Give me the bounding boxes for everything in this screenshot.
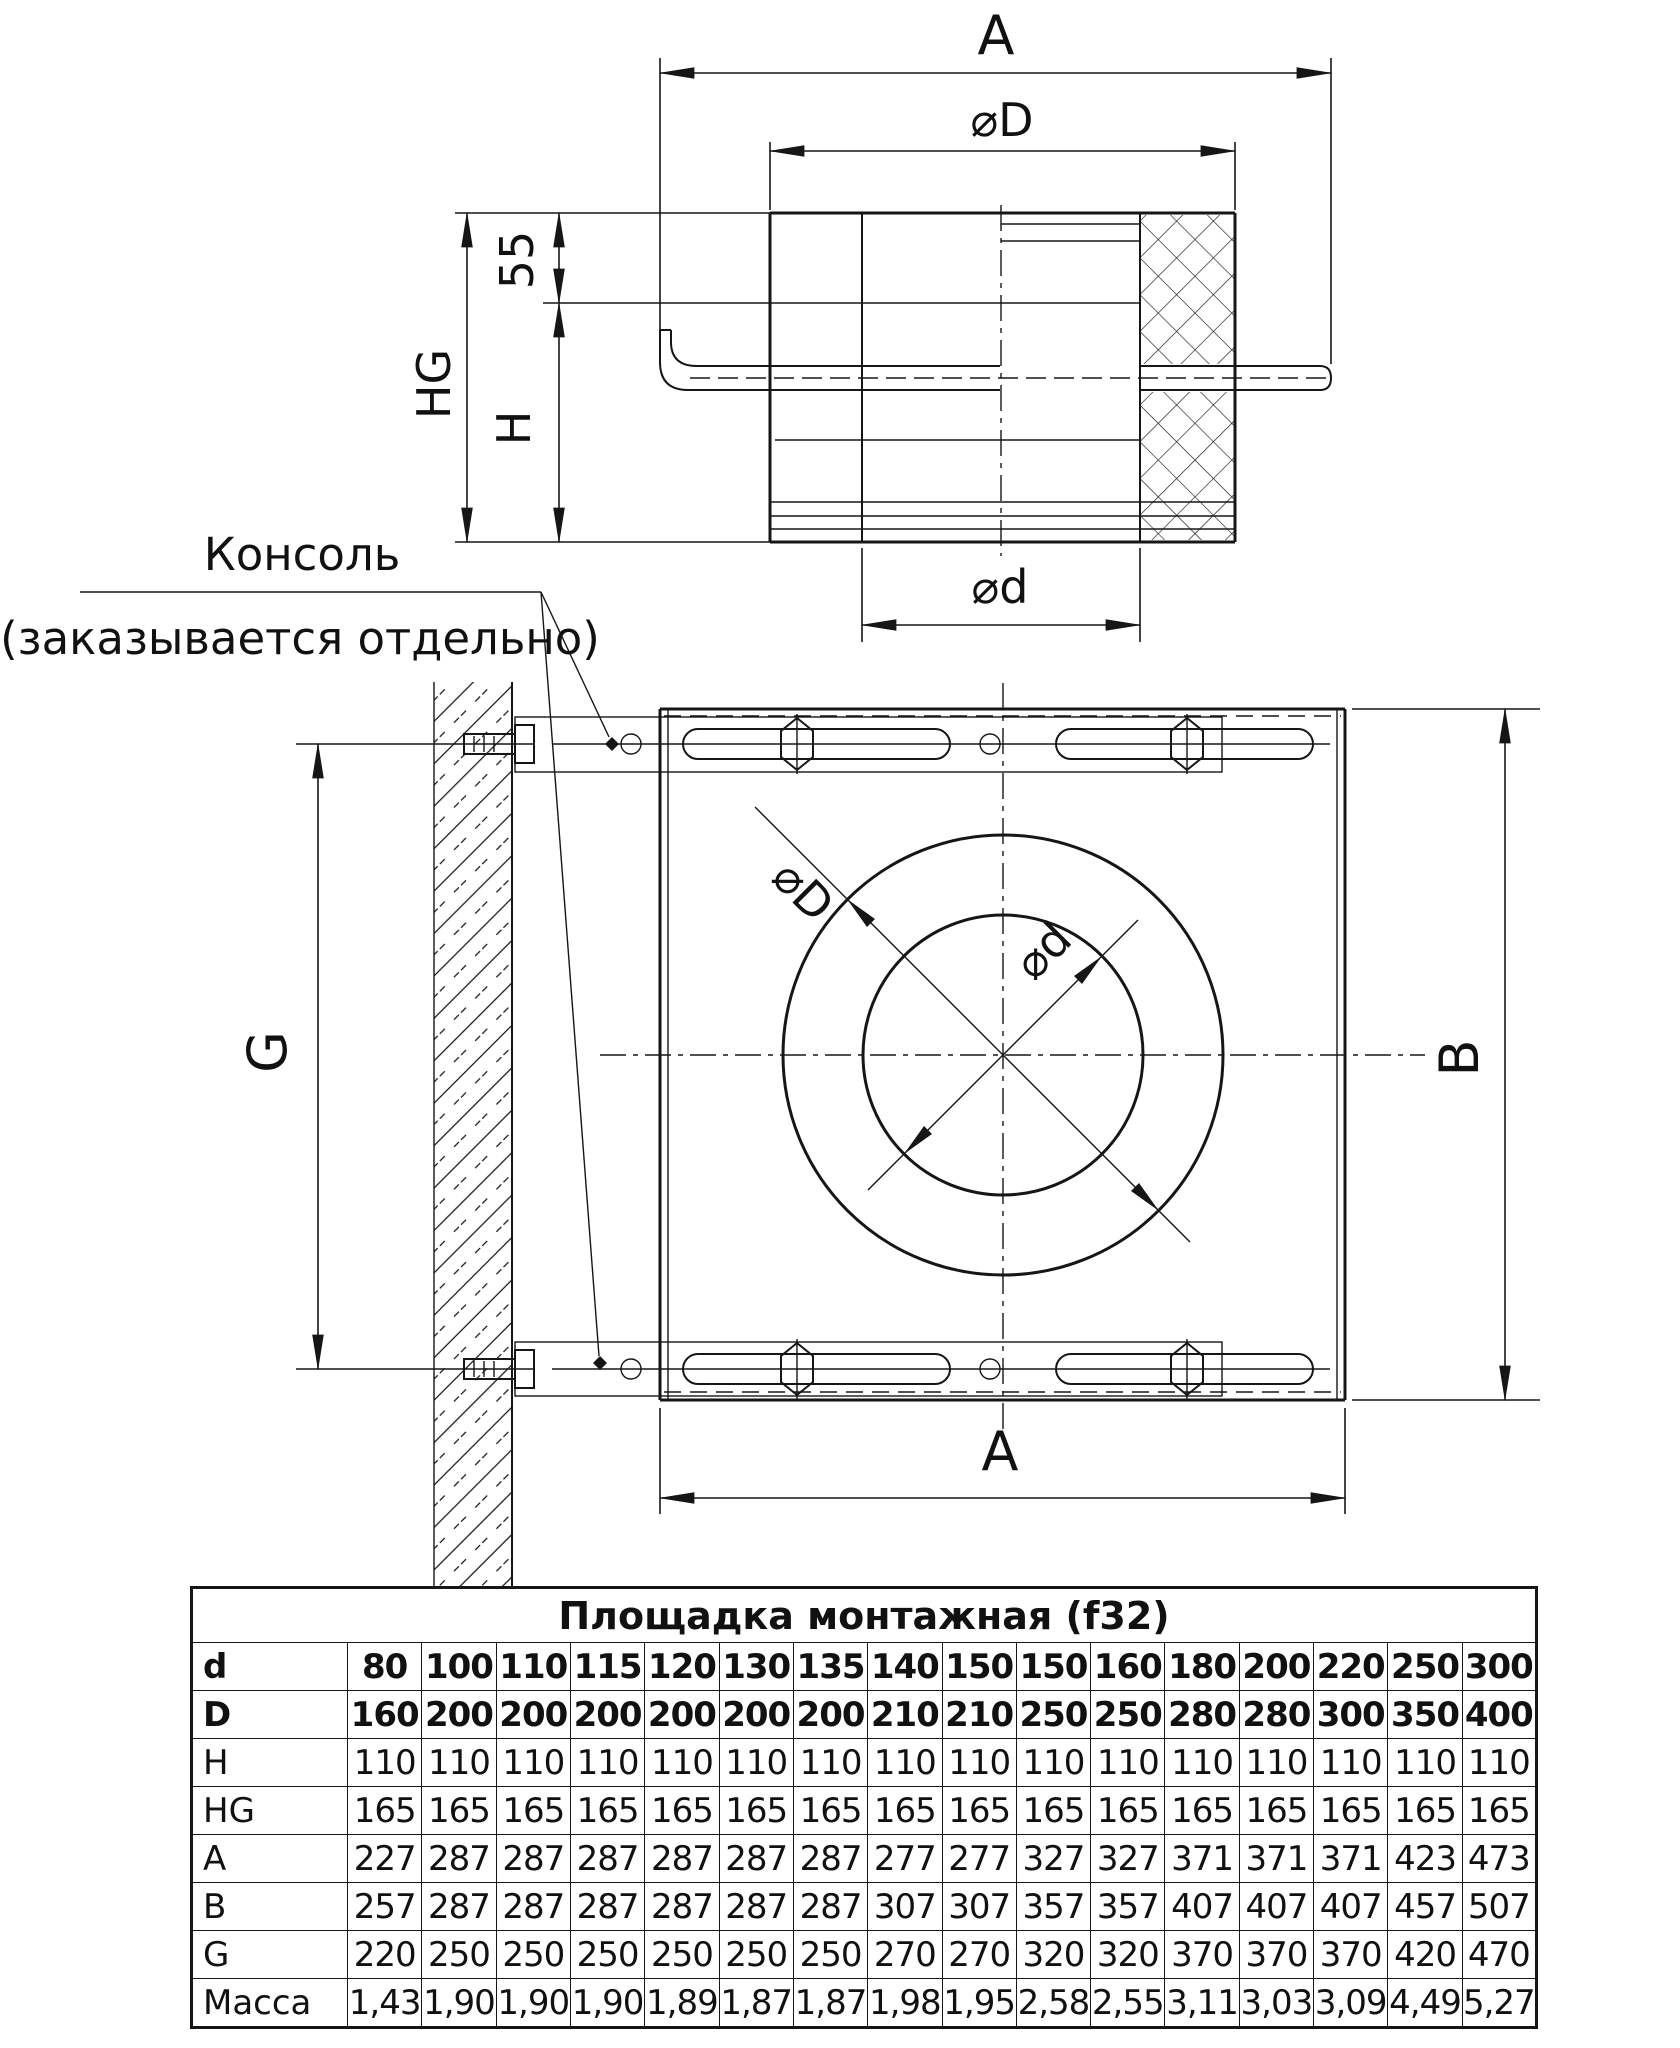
table-cell: 110 bbox=[942, 1739, 1016, 1787]
table-cell: 110 bbox=[1165, 1739, 1239, 1787]
table-cell: 80 bbox=[348, 1643, 422, 1691]
table-cell: 370 bbox=[1314, 1931, 1388, 1979]
table-cell: 3,03 bbox=[1239, 1979, 1313, 2028]
table-cell: 165 bbox=[1165, 1787, 1239, 1835]
table-cell: 371 bbox=[1239, 1835, 1313, 1883]
table-cell: 110 bbox=[793, 1739, 867, 1787]
console-note-line2: (заказывается отдельно) bbox=[0, 612, 600, 665]
dim-label-h: H bbox=[487, 410, 541, 446]
table-row-H bbox=[192, 1739, 1537, 1787]
table-cell: 250 bbox=[719, 1931, 793, 1979]
table-cell: 287 bbox=[422, 1883, 496, 1931]
table-cell: 473 bbox=[1462, 1835, 1536, 1883]
table-cell: 327 bbox=[1091, 1835, 1165, 1883]
table-cell: 287 bbox=[570, 1883, 644, 1931]
table-cell: 150 bbox=[942, 1643, 1016, 1691]
table-cell: 165 bbox=[348, 1787, 422, 1835]
table-cell: 300 bbox=[1462, 1643, 1536, 1691]
table-cell: 165 bbox=[1091, 1787, 1165, 1835]
table-cell: 371 bbox=[1165, 1835, 1239, 1883]
console-bracket-bottom bbox=[464, 1339, 1330, 1399]
table-cell: 160 bbox=[1091, 1643, 1165, 1691]
row-label: G bbox=[192, 1931, 348, 1979]
table-cell: 1,90 bbox=[570, 1979, 644, 2028]
table-cell: 250 bbox=[496, 1931, 570, 1979]
dim-label-g: G bbox=[236, 1031, 299, 1073]
table-cell: 327 bbox=[1016, 1835, 1090, 1883]
table-cell: 270 bbox=[942, 1931, 1016, 1979]
table-cell: 200 bbox=[719, 1691, 793, 1739]
table-cell: 287 bbox=[793, 1835, 867, 1883]
table-cell: 1,90 bbox=[422, 1979, 496, 2028]
table-cell: 287 bbox=[719, 1835, 793, 1883]
table-cell: 110 bbox=[719, 1739, 793, 1787]
table-cell: 407 bbox=[1239, 1883, 1313, 1931]
dim-label-55: 55 bbox=[490, 230, 544, 290]
table-cell: 457 bbox=[1388, 1883, 1462, 1931]
table-cell: 270 bbox=[868, 1931, 942, 1979]
table-cell: 287 bbox=[422, 1835, 496, 1883]
table-cell: 200 bbox=[793, 1691, 867, 1739]
table-cell: 357 bbox=[1091, 1883, 1165, 1931]
table-cell: 110 bbox=[1016, 1739, 1090, 1787]
table-cell: 287 bbox=[645, 1835, 719, 1883]
table-cell: 1,95 bbox=[942, 1979, 1016, 2028]
table-cell: 110 bbox=[570, 1739, 644, 1787]
table-cell: 220 bbox=[348, 1931, 422, 1979]
dim-label-small-d-side: ⌀d bbox=[971, 560, 1029, 614]
table-cell: 250 bbox=[570, 1931, 644, 1979]
spec-table bbox=[190, 1586, 1538, 2029]
outer-pipe-shell bbox=[455, 205, 1235, 556]
table-cell: 250 bbox=[1016, 1691, 1090, 1739]
pipe-opening-circles bbox=[600, 683, 1425, 1448]
table-cell: 227 bbox=[348, 1835, 422, 1883]
table-cell: 220 bbox=[1314, 1643, 1388, 1691]
table-cell: 1,89 bbox=[645, 1979, 719, 2028]
row-label: A bbox=[192, 1835, 348, 1883]
table-cell: 371 bbox=[1314, 1835, 1388, 1883]
table-cell: 277 bbox=[868, 1835, 942, 1883]
spec-table-wrap bbox=[190, 1586, 1538, 2029]
wall-section bbox=[434, 682, 512, 1655]
table-cell: 200 bbox=[645, 1691, 719, 1739]
table-row-D bbox=[192, 1691, 1537, 1739]
table-cell: 2,58 bbox=[1016, 1979, 1090, 2028]
console-note-line1: Консоль bbox=[203, 528, 401, 581]
table-cell: 165 bbox=[1388, 1787, 1462, 1835]
table-title: Площадка монтажная (f32) bbox=[192, 1588, 1537, 1643]
table-cell: 1,90 bbox=[496, 1979, 570, 2028]
dim-label-b: B bbox=[1428, 1039, 1491, 1077]
table-cell: 407 bbox=[1314, 1883, 1388, 1931]
table-cell: 110 bbox=[868, 1739, 942, 1787]
table-cell: 115 bbox=[570, 1643, 644, 1691]
table-row-G bbox=[192, 1931, 1537, 1979]
table-cell: 320 bbox=[1091, 1931, 1165, 1979]
table-cell: 165 bbox=[1462, 1787, 1536, 1835]
table-cell: 250 bbox=[422, 1931, 496, 1979]
row-label: HG bbox=[192, 1787, 348, 1835]
table-cell: 250 bbox=[1091, 1691, 1165, 1739]
table-row-A bbox=[192, 1835, 1537, 1883]
table-cell: 470 bbox=[1462, 1931, 1536, 1979]
table-cell: 1,87 bbox=[719, 1979, 793, 2028]
table-cell: 370 bbox=[1165, 1931, 1239, 1979]
table-cell: 200 bbox=[1239, 1643, 1313, 1691]
table-row-B bbox=[192, 1883, 1537, 1931]
table-cell: 287 bbox=[645, 1883, 719, 1931]
table-cell: 110 bbox=[348, 1739, 422, 1787]
table-row-Масса bbox=[192, 1979, 1537, 2028]
table-cell: 250 bbox=[1388, 1643, 1462, 1691]
table-cell: 280 bbox=[1165, 1691, 1239, 1739]
table-cell: 4,49 bbox=[1388, 1979, 1462, 2028]
table-cell: 110 bbox=[496, 1739, 570, 1787]
table-cell: 307 bbox=[868, 1883, 942, 1931]
table-cell: 3,11 bbox=[1165, 1979, 1239, 2028]
table-row-HG bbox=[192, 1787, 1537, 1835]
table-cell: 110 bbox=[422, 1739, 496, 1787]
table-cell: 287 bbox=[719, 1883, 793, 1931]
table-cell: 280 bbox=[1239, 1691, 1313, 1739]
table-cell: 287 bbox=[570, 1835, 644, 1883]
table-cell: 2,55 bbox=[1091, 1979, 1165, 2028]
console-note bbox=[0, 528, 619, 1370]
table-cell: 165 bbox=[719, 1787, 793, 1835]
table-cell: 250 bbox=[645, 1931, 719, 1979]
table-cell: 180 bbox=[1165, 1643, 1239, 1691]
table-cell: 165 bbox=[793, 1787, 867, 1835]
table-cell: 300 bbox=[1314, 1691, 1388, 1739]
table-cell: 423 bbox=[1388, 1835, 1462, 1883]
table-cell: 160 bbox=[348, 1691, 422, 1739]
table-cell: 1,43 bbox=[348, 1979, 422, 2028]
row-label: d bbox=[192, 1643, 348, 1691]
row-label: B bbox=[192, 1883, 348, 1931]
dim-label-big-d-front: ⌀D bbox=[761, 849, 845, 933]
dim-label-small-d-front: ⌀d bbox=[1003, 911, 1082, 990]
side-view bbox=[407, 4, 1331, 642]
table-cell: 210 bbox=[942, 1691, 1016, 1739]
row-label: D bbox=[192, 1691, 348, 1739]
table-cell: 200 bbox=[496, 1691, 570, 1739]
table-cell: 110 bbox=[1388, 1739, 1462, 1787]
table-cell: 165 bbox=[1239, 1787, 1313, 1835]
table-cell: 110 bbox=[1091, 1739, 1165, 1787]
table-cell: 165 bbox=[1314, 1787, 1388, 1835]
table-cell: 110 bbox=[1314, 1739, 1388, 1787]
table-cell: 150 bbox=[1016, 1643, 1090, 1691]
table-cell: 287 bbox=[793, 1883, 867, 1931]
table-cell: 5,27 bbox=[1462, 1979, 1536, 2028]
table-cell: 250 bbox=[793, 1931, 867, 1979]
table-cell: 350 bbox=[1388, 1691, 1462, 1739]
table-cell: 130 bbox=[719, 1643, 793, 1691]
table-cell: 110 bbox=[1462, 1739, 1536, 1787]
table-cell: 165 bbox=[422, 1787, 496, 1835]
table-cell: 135 bbox=[793, 1643, 867, 1691]
table-cell: 407 bbox=[1165, 1883, 1239, 1931]
table-cell: 420 bbox=[1388, 1931, 1462, 1979]
table-title-row bbox=[192, 1588, 1537, 1643]
dim-label-a-front: A bbox=[981, 1420, 1019, 1483]
table-cell: 165 bbox=[645, 1787, 719, 1835]
table-cell: 165 bbox=[496, 1787, 570, 1835]
console-bracket-top bbox=[464, 714, 1330, 774]
row-label: H bbox=[192, 1739, 348, 1787]
table-cell: 140 bbox=[868, 1643, 942, 1691]
front-view bbox=[236, 682, 1540, 1655]
table-cell: 110 bbox=[645, 1739, 719, 1787]
table-cell: 3,09 bbox=[1314, 1979, 1388, 2028]
row-label: Масса bbox=[192, 1979, 348, 2028]
table-cell: 165 bbox=[570, 1787, 644, 1835]
table-cell: 120 bbox=[645, 1643, 719, 1691]
table-cell: 1,98 bbox=[868, 1979, 942, 2028]
table-cell: 287 bbox=[496, 1883, 570, 1931]
dim-label-a-side: A bbox=[977, 4, 1015, 67]
table-cell: 307 bbox=[942, 1883, 1016, 1931]
table-cell: 320 bbox=[1016, 1931, 1090, 1979]
table-cell: 100 bbox=[422, 1643, 496, 1691]
table-cell: 370 bbox=[1239, 1931, 1313, 1979]
table-cell: 287 bbox=[496, 1835, 570, 1883]
dim-label-hg: HG bbox=[407, 348, 461, 420]
leader-dot-bottom bbox=[593, 1356, 607, 1370]
table-cell: 165 bbox=[1016, 1787, 1090, 1835]
table-cell: 507 bbox=[1462, 1883, 1536, 1931]
dim-label-big-d-side: ⌀D bbox=[970, 93, 1034, 147]
table-row-d bbox=[192, 1643, 1537, 1691]
table-cell: 1,87 bbox=[793, 1979, 867, 2028]
table-cell: 200 bbox=[422, 1691, 496, 1739]
table-cell: 210 bbox=[868, 1691, 942, 1739]
table-cell: 357 bbox=[1016, 1883, 1090, 1931]
table-cell: 110 bbox=[496, 1643, 570, 1691]
table-cell: 165 bbox=[942, 1787, 1016, 1835]
table-cell: 257 bbox=[348, 1883, 422, 1931]
table-cell: 400 bbox=[1462, 1691, 1536, 1739]
table-cell: 277 bbox=[942, 1835, 1016, 1883]
table-cell: 110 bbox=[1239, 1739, 1313, 1787]
table-cell: 200 bbox=[570, 1691, 644, 1739]
table-cell: 165 bbox=[868, 1787, 942, 1835]
